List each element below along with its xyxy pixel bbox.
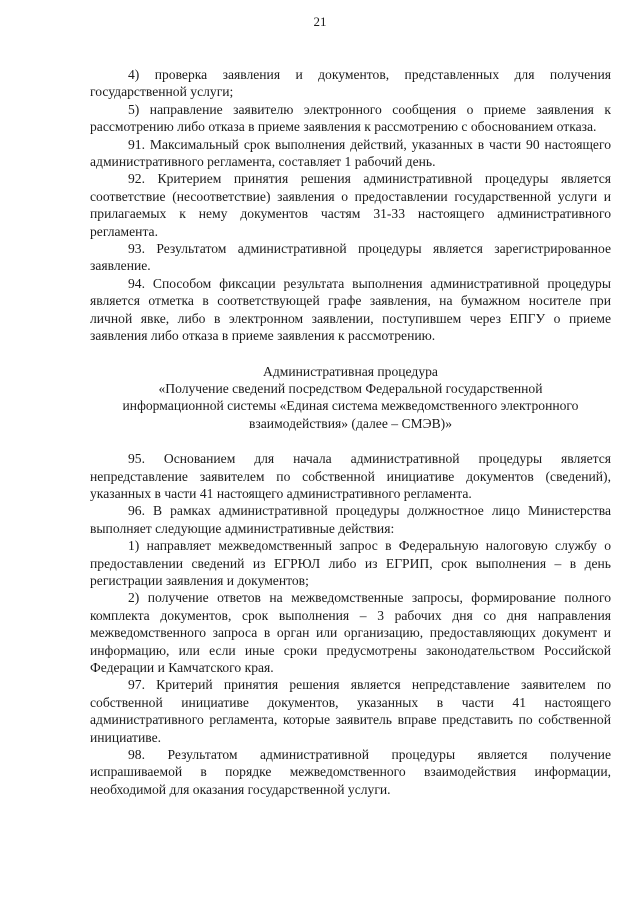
paragraph-95: 95. Основанием для начала административной процедуры является непредставление заявителем по собственной инициативе документов (сведений), указанных в части 41 настоящего административного регламента. bbox=[90, 451, 611, 501]
paragraph-96-item-1: 1) направляет межведомственный запрос в Федеральную налоговую службу о предоставлении сведений из ЕГРЮЛ либо из ЕГРИП, срок выполнения – в день регистрации заявления и документов; bbox=[90, 538, 611, 588]
paragraph-item-5: 5) направление заявителю электронного сообщения о приеме заявления к рассмотрению либо отказа в приеме заявления к рассмотрению с обоснованием отказа. bbox=[90, 101, 611, 135]
paragraph-94: 94. Способом фиксации результата выполнения административной процедуры является отметка в соответствующей графе заявления, на бумажном носителе при личной явке, либо в электронном заявлении, поступившем через ЕПГУ о приеме заявления либо отказа в приеме заявления к рассмотрению. bbox=[90, 275, 611, 344]
document-body bbox=[90, 66, 611, 798]
paragraph-91: 91. Максимальный срок выполнения действий, указанных в части 90 настоящего административного регламента, составляет 1 рабочий день. bbox=[90, 136, 611, 170]
section-spacer bbox=[90, 432, 611, 450]
section-heading bbox=[90, 363, 611, 433]
section-heading-title: Административная процедура bbox=[263, 363, 438, 379]
paragraph-97: 97. Критерий принятия решения является непредставление заявителем по собственной инициативе документов, указанных в части 41 настоящего административного регламента, которые заявитель вправе представить по собственной инициативе. bbox=[90, 677, 611, 745]
paragraph-98: 98. Результатом административной процедуры является получение испрашиваемой в порядке межведомственного взаимодействия информации, необходимой для оказания государственной услуги. bbox=[90, 747, 611, 797]
page-number: 21 bbox=[313, 14, 327, 29]
paragraph-96-item-2: 2) получение ответов на межведомственные запросы, формирование полного комплекта документов, срок выполнения – 3 рабочих дня со дня направления межведомственного запроса в орган или организацию, предоставляющих документ и информацию, или если иные сроки предусмотрены законодательством Российской Федерации и Камчатского края. bbox=[90, 590, 611, 675]
paragraph-93: 93. Результатом административной процедуры является зарегистрированное заявление. bbox=[90, 241, 611, 274]
paragraph-item-4: 4) проверка заявления и документов, представленных для получения государственной услуги; bbox=[90, 67, 611, 100]
section-heading-subtitle: «Получение сведений посредством Федеральной государственной информационной системы «Единая система межведомственного электронного взаимодействия» (далее – СМЭВ)» bbox=[122, 380, 579, 431]
paragraph-96: 96. В рамках административной процедуры должностное лицо Министерства выполняет следующие административные действия: bbox=[90, 503, 611, 536]
paragraph-92: 92. Критерием принятия решения административной процедуры является соответствие (несоответствие) заявления о предоставлении государственной услуги и прилагаемых к нему документов частям 31-33 настоящего административного регламента. bbox=[90, 171, 611, 239]
